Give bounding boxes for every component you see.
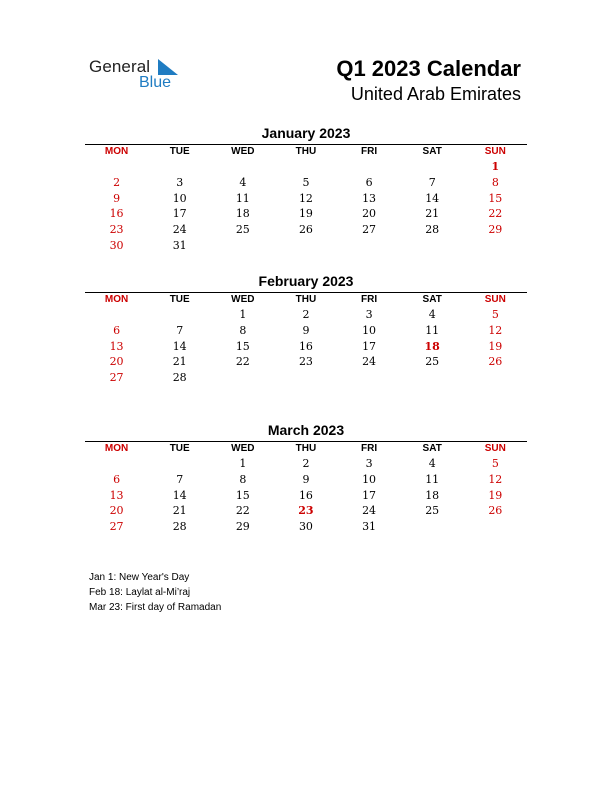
month-march xyxy=(85,421,527,535)
weekday-label-fri: FRI xyxy=(361,294,378,305)
day-cell: 21 xyxy=(425,207,440,221)
day-cell: 27 xyxy=(109,520,124,534)
day-cell: 19 xyxy=(298,207,313,221)
day-cell: 30 xyxy=(109,238,124,252)
weekday-label-wed: WED xyxy=(231,443,255,454)
empty-day-cell xyxy=(338,370,401,386)
day-cell: 12 xyxy=(488,472,503,486)
day-cell: 18 xyxy=(425,488,440,502)
weekday-label-thu: THU xyxy=(295,146,317,157)
day-cell: 2 xyxy=(302,308,310,321)
day-cell: 15 xyxy=(235,488,250,502)
day-cell: 16 xyxy=(298,488,313,502)
weekday-label-fri: FRI xyxy=(361,146,378,157)
day-cell: 2 xyxy=(302,457,310,470)
day-cell: 9 xyxy=(113,191,121,205)
day-cell: 22 xyxy=(235,504,250,518)
day-cell: 31 xyxy=(172,238,187,252)
weekday-label-tue: TUE xyxy=(169,443,190,454)
day-grid xyxy=(85,456,527,535)
day-cell: 25 xyxy=(235,223,250,237)
day-cell: 23 xyxy=(298,355,313,369)
day-cell: 3 xyxy=(365,308,373,321)
day-cell: 10 xyxy=(172,191,187,205)
day-grid xyxy=(85,307,527,386)
day-cell: 31 xyxy=(362,520,377,534)
day-cell: 7 xyxy=(428,175,436,189)
empty-day-cell xyxy=(211,238,274,254)
day-cell: 18 xyxy=(235,207,250,221)
empty-day-cell xyxy=(338,238,401,254)
empty-day-cell xyxy=(85,307,148,323)
empty-day-cell xyxy=(274,370,337,386)
day-cell: 14 xyxy=(172,339,187,353)
day-cell: 26 xyxy=(488,355,503,369)
weekday-label-wed: WED xyxy=(231,294,255,305)
empty-day-cell xyxy=(464,519,527,535)
logo-text-blue: Blue xyxy=(139,74,172,91)
weekday-label-sat: SAT xyxy=(422,443,442,454)
day-cell: 20 xyxy=(109,504,124,518)
empty-day-cell xyxy=(464,238,527,254)
weekday-label-sat: SAT xyxy=(422,294,442,305)
weekday-header-row xyxy=(85,442,527,456)
day-cell: 19 xyxy=(488,339,503,353)
empty-day-cell xyxy=(85,456,148,472)
weekday-label-sat: SAT xyxy=(422,146,442,157)
day-cell: 21 xyxy=(172,504,187,518)
day-cell: 28 xyxy=(425,223,440,237)
month-title: January 2023 xyxy=(261,125,351,141)
day-cell: 1 xyxy=(491,160,500,173)
day-cell: 20 xyxy=(362,207,377,221)
day-cell: 12 xyxy=(488,323,503,337)
weekday-label-mon: MON xyxy=(104,443,129,454)
empty-day-cell xyxy=(401,370,464,386)
day-cell: 28 xyxy=(172,371,187,385)
page-subtitle: United Arab Emirates xyxy=(350,84,521,104)
day-cell: 23 xyxy=(298,504,314,518)
day-cell: 6 xyxy=(113,472,121,486)
day-cell: 9 xyxy=(302,323,310,337)
day-cell: 4 xyxy=(428,457,436,470)
day-cell: 24 xyxy=(172,223,187,237)
day-cell: 6 xyxy=(365,175,373,189)
day-cell: 8 xyxy=(239,323,247,337)
day-cell: 26 xyxy=(488,504,503,518)
day-cell: 4 xyxy=(239,175,247,189)
holiday-list xyxy=(89,570,221,615)
day-cell: 8 xyxy=(491,175,499,189)
weekday-label-sun: SUN xyxy=(484,443,506,454)
day-cell: 22 xyxy=(235,355,250,369)
day-cell: 27 xyxy=(109,371,124,385)
day-cell: 7 xyxy=(176,323,184,337)
holiday-item: Mar 23: First day of Ramadan xyxy=(89,602,222,613)
holiday-item: Feb 18: Laylat al-Mi’raj xyxy=(89,587,191,598)
day-cell: 15 xyxy=(235,339,250,353)
day-cell: 5 xyxy=(491,308,499,321)
day-cell: 12 xyxy=(298,191,313,205)
day-cell: 13 xyxy=(109,339,124,353)
day-cell: 24 xyxy=(362,504,377,518)
page-title: Q1 2023 Calendar xyxy=(336,56,521,81)
weekday-label-sun: SUN xyxy=(484,294,506,305)
day-cell: 17 xyxy=(172,207,187,221)
day-cell: 7 xyxy=(176,472,184,486)
day-cell: 4 xyxy=(428,308,436,321)
weekday-header-row xyxy=(85,145,527,159)
day-cell: 30 xyxy=(298,520,313,534)
weekday-label-mon: MON xyxy=(104,146,129,157)
empty-day-cell xyxy=(148,456,211,472)
weekday-label-thu: THU xyxy=(295,443,317,454)
day-cell: 17 xyxy=(362,339,377,353)
day-cell: 11 xyxy=(235,191,250,205)
weekday-label-fri: FRI xyxy=(361,443,378,454)
day-cell: 16 xyxy=(298,339,313,353)
day-cell: 1 xyxy=(239,308,247,321)
weekday-label-sun: SUN xyxy=(484,146,506,157)
day-cell: 24 xyxy=(362,355,377,369)
day-cell: 17 xyxy=(362,488,377,502)
month-title: March 2023 xyxy=(267,422,345,438)
logo-text-general: General xyxy=(89,57,151,76)
day-cell: 5 xyxy=(491,457,499,470)
day-cell: 11 xyxy=(425,323,440,337)
weekday-header-row xyxy=(85,293,527,307)
empty-day-cell xyxy=(401,159,464,175)
day-cell: 10 xyxy=(362,323,377,337)
day-cell: 25 xyxy=(425,504,440,518)
empty-day-cell xyxy=(338,159,401,175)
weekday-label-tue: TUE xyxy=(169,294,190,305)
day-cell: 29 xyxy=(235,520,250,534)
day-cell: 3 xyxy=(176,175,184,189)
empty-day-cell xyxy=(85,159,148,175)
empty-day-cell xyxy=(401,238,464,254)
weekday-label-tue: TUE xyxy=(169,146,190,157)
day-grid xyxy=(85,159,527,254)
generalblue-logo xyxy=(89,57,199,97)
empty-day-cell xyxy=(148,307,211,323)
day-cell: 13 xyxy=(362,191,377,205)
day-cell: 14 xyxy=(425,191,440,205)
day-cell: 25 xyxy=(425,355,440,369)
day-cell: 26 xyxy=(298,223,313,237)
empty-day-cell xyxy=(211,370,274,386)
empty-day-cell xyxy=(148,159,211,175)
month-february xyxy=(85,272,527,386)
day-cell: 20 xyxy=(109,355,124,369)
day-cell: 10 xyxy=(362,472,377,486)
day-cell: 18 xyxy=(424,339,440,353)
weekday-label-mon: MON xyxy=(104,294,129,305)
day-cell: 2 xyxy=(113,175,121,189)
day-cell: 6 xyxy=(113,323,121,337)
day-cell: 8 xyxy=(239,472,247,486)
day-cell: 5 xyxy=(302,175,310,189)
day-cell: 13 xyxy=(109,488,124,502)
day-cell: 16 xyxy=(109,207,124,221)
day-cell: 9 xyxy=(302,472,310,486)
empty-day-cell xyxy=(274,159,337,175)
day-cell: 1 xyxy=(239,457,247,470)
day-cell: 27 xyxy=(362,223,377,237)
empty-day-cell xyxy=(211,159,274,175)
day-cell: 28 xyxy=(172,520,187,534)
month-january xyxy=(85,124,527,254)
month-title: February 2023 xyxy=(258,273,354,289)
holiday-item: Jan 1: New Year's Day xyxy=(89,572,190,583)
empty-day-cell xyxy=(274,238,337,254)
logo-flag-icon xyxy=(158,59,178,75)
day-cell: 22 xyxy=(488,207,503,221)
day-cell: 19 xyxy=(488,488,503,502)
day-cell: 21 xyxy=(172,355,187,369)
empty-day-cell xyxy=(401,519,464,535)
weekday-label-wed: WED xyxy=(231,146,255,157)
day-cell: 3 xyxy=(365,457,373,470)
day-cell: 23 xyxy=(109,223,124,237)
day-cell: 11 xyxy=(425,472,440,486)
empty-day-cell xyxy=(464,370,527,386)
day-cell: 15 xyxy=(488,191,503,205)
day-cell: 29 xyxy=(488,223,503,237)
weekday-label-thu: THU xyxy=(295,294,317,305)
day-cell: 14 xyxy=(172,488,187,502)
